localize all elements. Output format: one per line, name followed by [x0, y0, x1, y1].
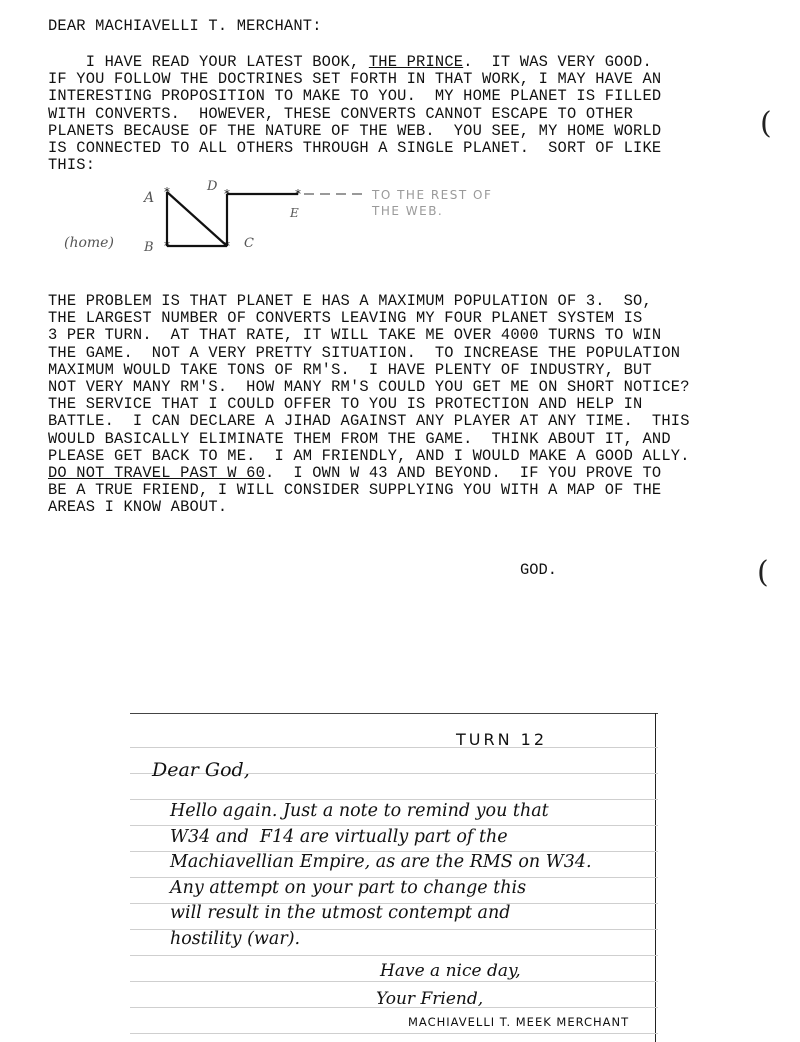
planet-web-diagram	[60, 175, 580, 255]
note-rule	[130, 955, 658, 956]
note-top-edge	[130, 713, 658, 714]
rest-of-web-line2: THE WEB.	[372, 204, 444, 218]
letter-salutation: DEAR MACHIAVELLI T. MERCHANT:	[48, 17, 322, 35]
para2-tail: . I OWN W 43 AND BEYOND. IF YOU PROVE TO BE A TRUE FRIEND, I WILL CONSIDER SUPPLYING YOU WITH A MAP OF THE AREAS I KNOW ABOUT.	[48, 464, 662, 517]
note-rule	[130, 747, 658, 748]
note-salutation: Dear God,	[152, 759, 250, 781]
letter-signature: GOD.	[520, 561, 557, 579]
node-a-label: A	[144, 190, 155, 206]
node-e-mark: *	[295, 187, 301, 201]
note-body: Hello again. Just a note to remind you that W34 and F14 are virtually part of the Machiavellian Empire, as are the RMS on W34. Any attempt on your part to change this will result in the utmost contempt and hostility (war).	[170, 801, 592, 949]
letter-paragraph-1	[48, 54, 661, 174]
node-c-mark: *	[224, 239, 230, 253]
margin-bracket-mark: (	[757, 555, 769, 590]
node-e-label: E	[290, 206, 299, 220]
node-b-label: B	[144, 240, 154, 255]
note-closing: Have a nice day,	[380, 961, 521, 981]
letter-paragraph-2	[48, 293, 690, 517]
node-d-label: D	[207, 179, 218, 194]
note-signature: MACHIAVELLI T. MEEK MERCHANT	[408, 1015, 630, 1029]
margin-bracket-mark: (	[760, 106, 772, 141]
node-d-mark: *	[224, 187, 230, 201]
node-c-label: C	[244, 236, 254, 251]
book-title: THE PRINCE	[368, 53, 464, 71]
handwritten-note	[130, 713, 658, 1042]
para2-main: THE PROBLEM IS THAT PLANET E HAS A MAXIMUM POPULATION OF 3. SO, THE LARGEST NUMBER OF CONVERTS LEAVING MY FOUR PLANET SYSTEM IS 3 PER TURN. AT THAT RATE, IT WILL TAKE ME OVER 4000 TURNS TO WIN THE GAME. NOT A VERY PRETTY SITUATION. TO INCREASE THE POPULATION MAXIMUM WOULD TAKE TONS OF RM'S. I HAVE PLENTY OF INDUSTRY, BUT NOT VERY MANY RM'S. HOW MANY RM'S COULD YOU GET ME ON SHORT NOTICE? THE SERVICE THAT I COULD OFFER TO YOU IS PROTECTION AND HELP IN BATTLE. I CAN DECLARE A JIHAD AGAINST ANY PLAYER AT ANY TIME. THIS WOULD BASICALLY ELIMINATE THEM FROM THE GAME. THINK ABOUT IT, AND PLEASE GET BACK TO ME. I AM FRIENDLY, AND I WOULD MAKE A GOOD ALLY.	[48, 292, 690, 465]
node-b-mark: *	[164, 239, 170, 253]
note-turn-number: TURN 12	[456, 730, 548, 749]
para1-rest: . IT WAS VERY GOOD. IF YOU FOLLOW THE DOCTRINES SET FORTH IN THAT WORK, I MAY HAVE AN INTERESTING PROPOSITION TO MAKE TO YOU. MY HOME PLANET IS FILLED WITH CONVERTS. HOWEVER, THESE CONVERTS CANNOT ESCAPE TO OTHER PLANETS BECAUSE OF THE NATURE OF THE WEB. YOU SEE, MY HOME WORLD IS CONNECTED TO ALL OTHERS THROUGH A SINGLE PLANET. SORT OF LIKE THIS:	[48, 53, 662, 175]
para1-start: I HAVE READ YOUR LATEST BOOK,	[48, 53, 369, 71]
note-rule	[130, 1033, 658, 1034]
note-rule	[130, 981, 658, 982]
home-label: (home)	[64, 235, 114, 251]
node-a-mark: *	[164, 185, 170, 199]
travel-warning: DO NOT TRAVEL PAST W 60	[48, 464, 266, 483]
note-yours: Your Friend,	[376, 989, 484, 1009]
rest-of-web-line1: TO THE REST OF	[372, 188, 493, 202]
